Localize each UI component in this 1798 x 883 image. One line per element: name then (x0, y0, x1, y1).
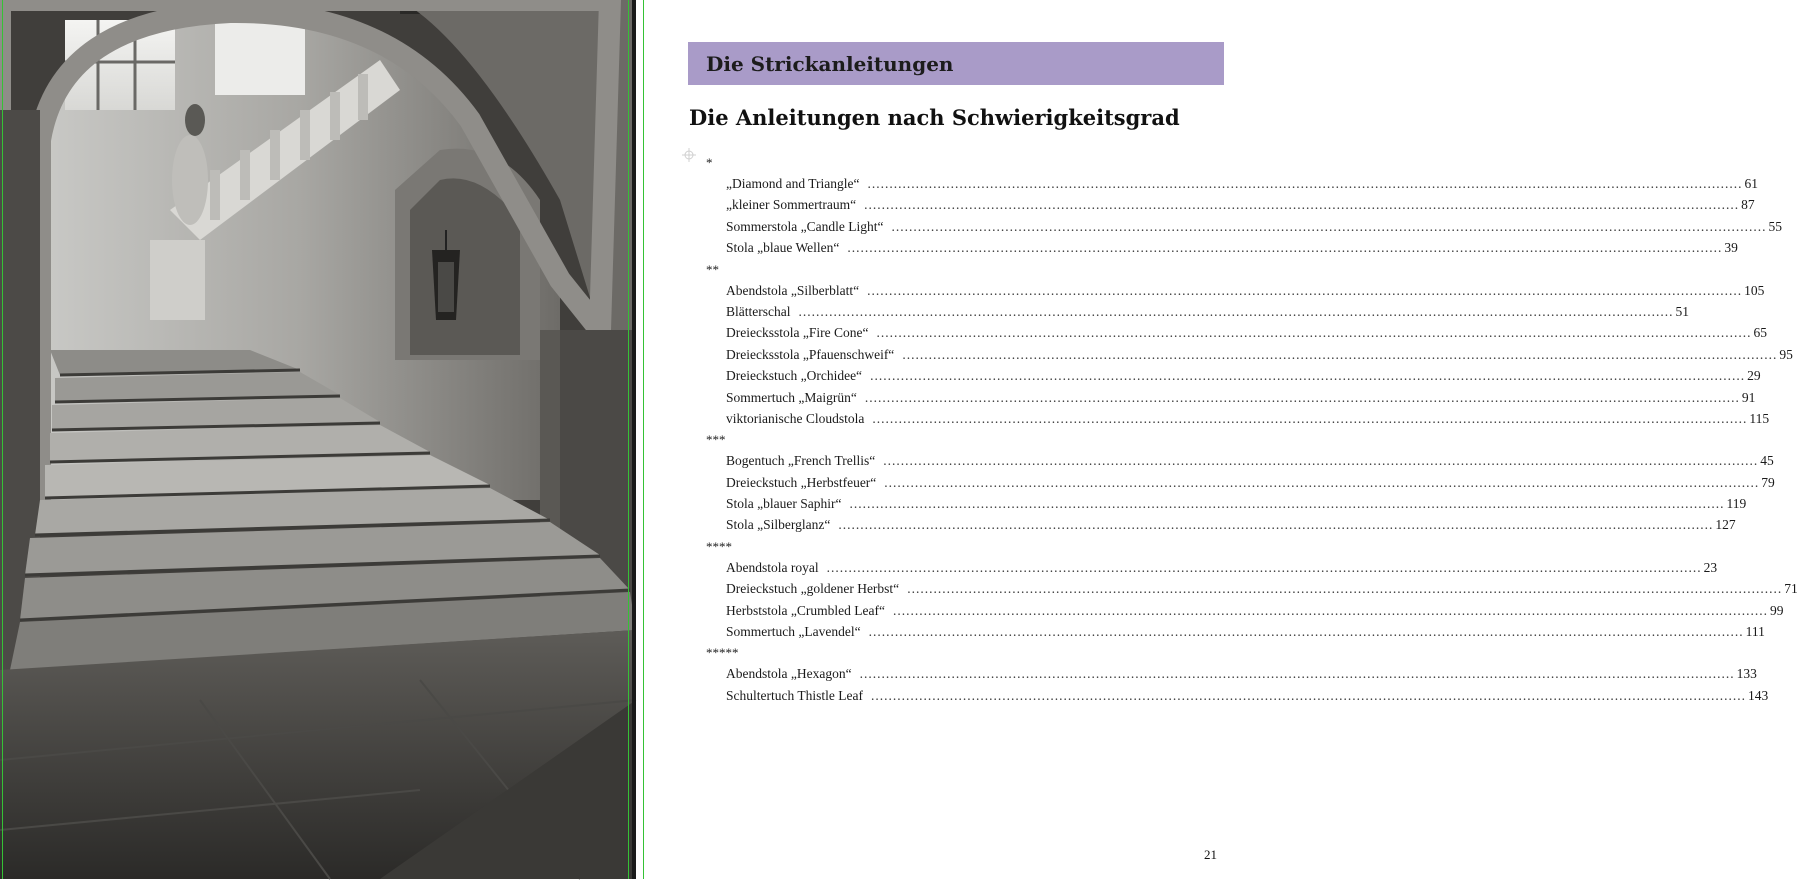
toc-entry-page: 65 (1753, 325, 1767, 341)
toc-entry-page: 61 (1744, 176, 1758, 191)
toc-entry (726, 280, 1765, 301)
toc-entry-page: 51 (1675, 303, 1689, 319)
toc-entry (726, 514, 1736, 535)
toc-page (644, 0, 1798, 879)
crosshair-icon (682, 148, 696, 162)
difficulty-stars: ***** (706, 645, 739, 661)
guide-line-right (628, 0, 629, 879)
toc-entry (726, 472, 1775, 493)
toc-entry-title: „kleiner Sommertraum“ (726, 197, 857, 213)
dot-leader: ........................................................................................................................................................................................................ (870, 368, 1746, 384)
toc-entry-page: 87 (1741, 197, 1755, 213)
toc-entry-title: Abendstola „Silberblatt“ (726, 282, 860, 298)
dot-leader: ........................................................................................................................................................................................................ (876, 325, 1752, 341)
dot-leader: ........................................................................................................................................................................................................ (868, 624, 1744, 640)
toc-entry-page: 143 (1747, 687, 1769, 703)
difficulty-stars: ** (706, 261, 719, 277)
toc-entry-title: Dreieckstuch „Herbstfeuer“ (726, 474, 877, 490)
toc-entry-title: Bogentuch „French Trellis“ (726, 453, 876, 469)
dot-leader: ........................................................................................................................................................................................................ (867, 176, 1743, 191)
toc-entry-page: 45 (1760, 453, 1774, 469)
dot-leader: ........................................................................................................................................................................................................ (902, 346, 1778, 362)
toc-entry-title: Stola „blauer Saphir“ (726, 496, 842, 512)
toc-entry-page: 71 (1784, 581, 1798, 597)
toc-entry-title: Stola „blaue Wellen“ (726, 240, 840, 256)
toc-entry-page: 119 (1726, 496, 1747, 512)
toc-entry (726, 685, 1769, 706)
dot-leader: ........................................................................................................................................................................................................ (892, 602, 1768, 618)
dot-leader: ........................................................................................................................................................................................................ (872, 410, 1748, 426)
toc-entry-page: 91 (1741, 389, 1756, 405)
difficulty-toc (706, 152, 1798, 706)
toc-entry-title: Sommerstola „Candle Light“ (726, 218, 884, 234)
toc-entry-title: Dreiecksstola „Fire Cone“ (726, 325, 869, 341)
toc-entry (726, 621, 1765, 642)
toc-entry (726, 173, 1758, 194)
toc-entry-title: Sommertuch „Lavendel“ (726, 624, 861, 640)
toc-entry (726, 408, 1770, 429)
dot-leader: ........................................................................................................................................................................................................ (891, 218, 1767, 234)
toc-entry-title: „Diamond and Triangle“ (726, 176, 860, 191)
toc-entry (726, 387, 1756, 408)
toc-entry-page: 105 (1744, 282, 1765, 298)
toc-entry (726, 578, 1798, 599)
toc-entry-title: Dreiecksstola „Pfauenschweif“ (726, 346, 895, 362)
toc-entry-title: Herbststola „Crumbled Leaf“ (726, 602, 885, 618)
toc-entry (726, 344, 1793, 365)
toc-entry-title: viktorianische Cloudstola (726, 410, 865, 426)
toc-entry (726, 557, 1718, 578)
toc-entry-title: Blätterschal (726, 303, 791, 319)
dot-leader: ........................................................................................................................................................................................................ (798, 303, 1674, 319)
toc-entry-title: Stola „Silberglanz“ (726, 517, 831, 533)
toc-entry-page: 79 (1761, 474, 1775, 490)
toc-entry (726, 194, 1755, 215)
toc-entry (726, 322, 1767, 343)
toc-entry-page: 55 (1768, 218, 1782, 234)
section-banner (688, 42, 1224, 85)
toc-entry-title: Abendstola royal (726, 559, 819, 575)
dot-leader: ........................................................................................................................................................................................................ (883, 453, 1759, 469)
dot-leader: ........................................................................................................................................................................................................ (864, 197, 1740, 213)
section-title: Die Strickanleitungen (706, 51, 954, 76)
toc-entry-page: 99 (1769, 602, 1784, 618)
page-number: 21 (1204, 847, 1217, 862)
toc-entry (726, 663, 1757, 684)
toc-entry-page: 133 (1736, 666, 1757, 682)
toc-entry (726, 365, 1761, 386)
toc-entry (726, 600, 1784, 621)
toc-entry-title: Sommertuch „Maigrün“ (726, 389, 857, 405)
dot-leader: ........................................................................................................................................................................................................ (864, 389, 1740, 405)
toc-entry (726, 237, 1738, 258)
toc-entry-title: Dreieckstuch „goldener Herbst“ (726, 581, 900, 597)
toc-entry-page: 127 (1715, 517, 1736, 533)
toc-entry-page: 95 (1779, 346, 1793, 362)
toc-entry (726, 493, 1747, 514)
dot-leader: ........................................................................................................................................................................................................ (884, 474, 1760, 490)
toc-entry-page: 111 (1745, 624, 1765, 640)
difficulty-stars: **** (706, 538, 732, 554)
dot-leader: ........................................................................................................................................................................................................ (847, 240, 1723, 256)
toc-entry-page: 39 (1724, 240, 1738, 256)
toc-entry-title: Dreieckstuch „Orchidee“ (726, 368, 863, 384)
toc-entry (726, 450, 1774, 471)
toc-entry-title: Schultertuch Thistle Leaf (726, 687, 863, 703)
dot-leader: ........................................................................................................................................................................................................ (838, 517, 1714, 533)
toc-entry (726, 301, 1689, 322)
difficulty-stars: * (706, 155, 713, 170)
toc-entry-page: 29 (1747, 368, 1761, 384)
dot-leader: ........................................................................................................................................................................................................ (907, 581, 1783, 597)
page-gutter (632, 0, 636, 879)
toc-entry (726, 216, 1782, 237)
toc-entry-page: 23 (1703, 559, 1718, 575)
guide-line-left (2, 0, 3, 879)
dot-leader: ........................................................................................................................................................................................................ (870, 687, 1746, 703)
page-subtitle: Die Anleitungen nach Schwierigkeitsgrad (689, 105, 1180, 130)
dot-leader: ........................................................................................................................................................................................................ (826, 559, 1702, 575)
toc-entry-page: 115 (1749, 410, 1770, 426)
difficulty-stars: *** (706, 432, 726, 448)
toc-entry-title: Abendstola „Hexagon“ (726, 666, 852, 682)
staircase-illustration (0, 0, 636, 879)
dot-leader: ........................................................................................................................................................................................................ (849, 496, 1725, 512)
staircase-photo (0, 0, 636, 879)
dot-leader: ........................................................................................................................................................................................................ (867, 282, 1743, 298)
dot-leader: ........................................................................................................................................................................................................ (859, 666, 1735, 682)
